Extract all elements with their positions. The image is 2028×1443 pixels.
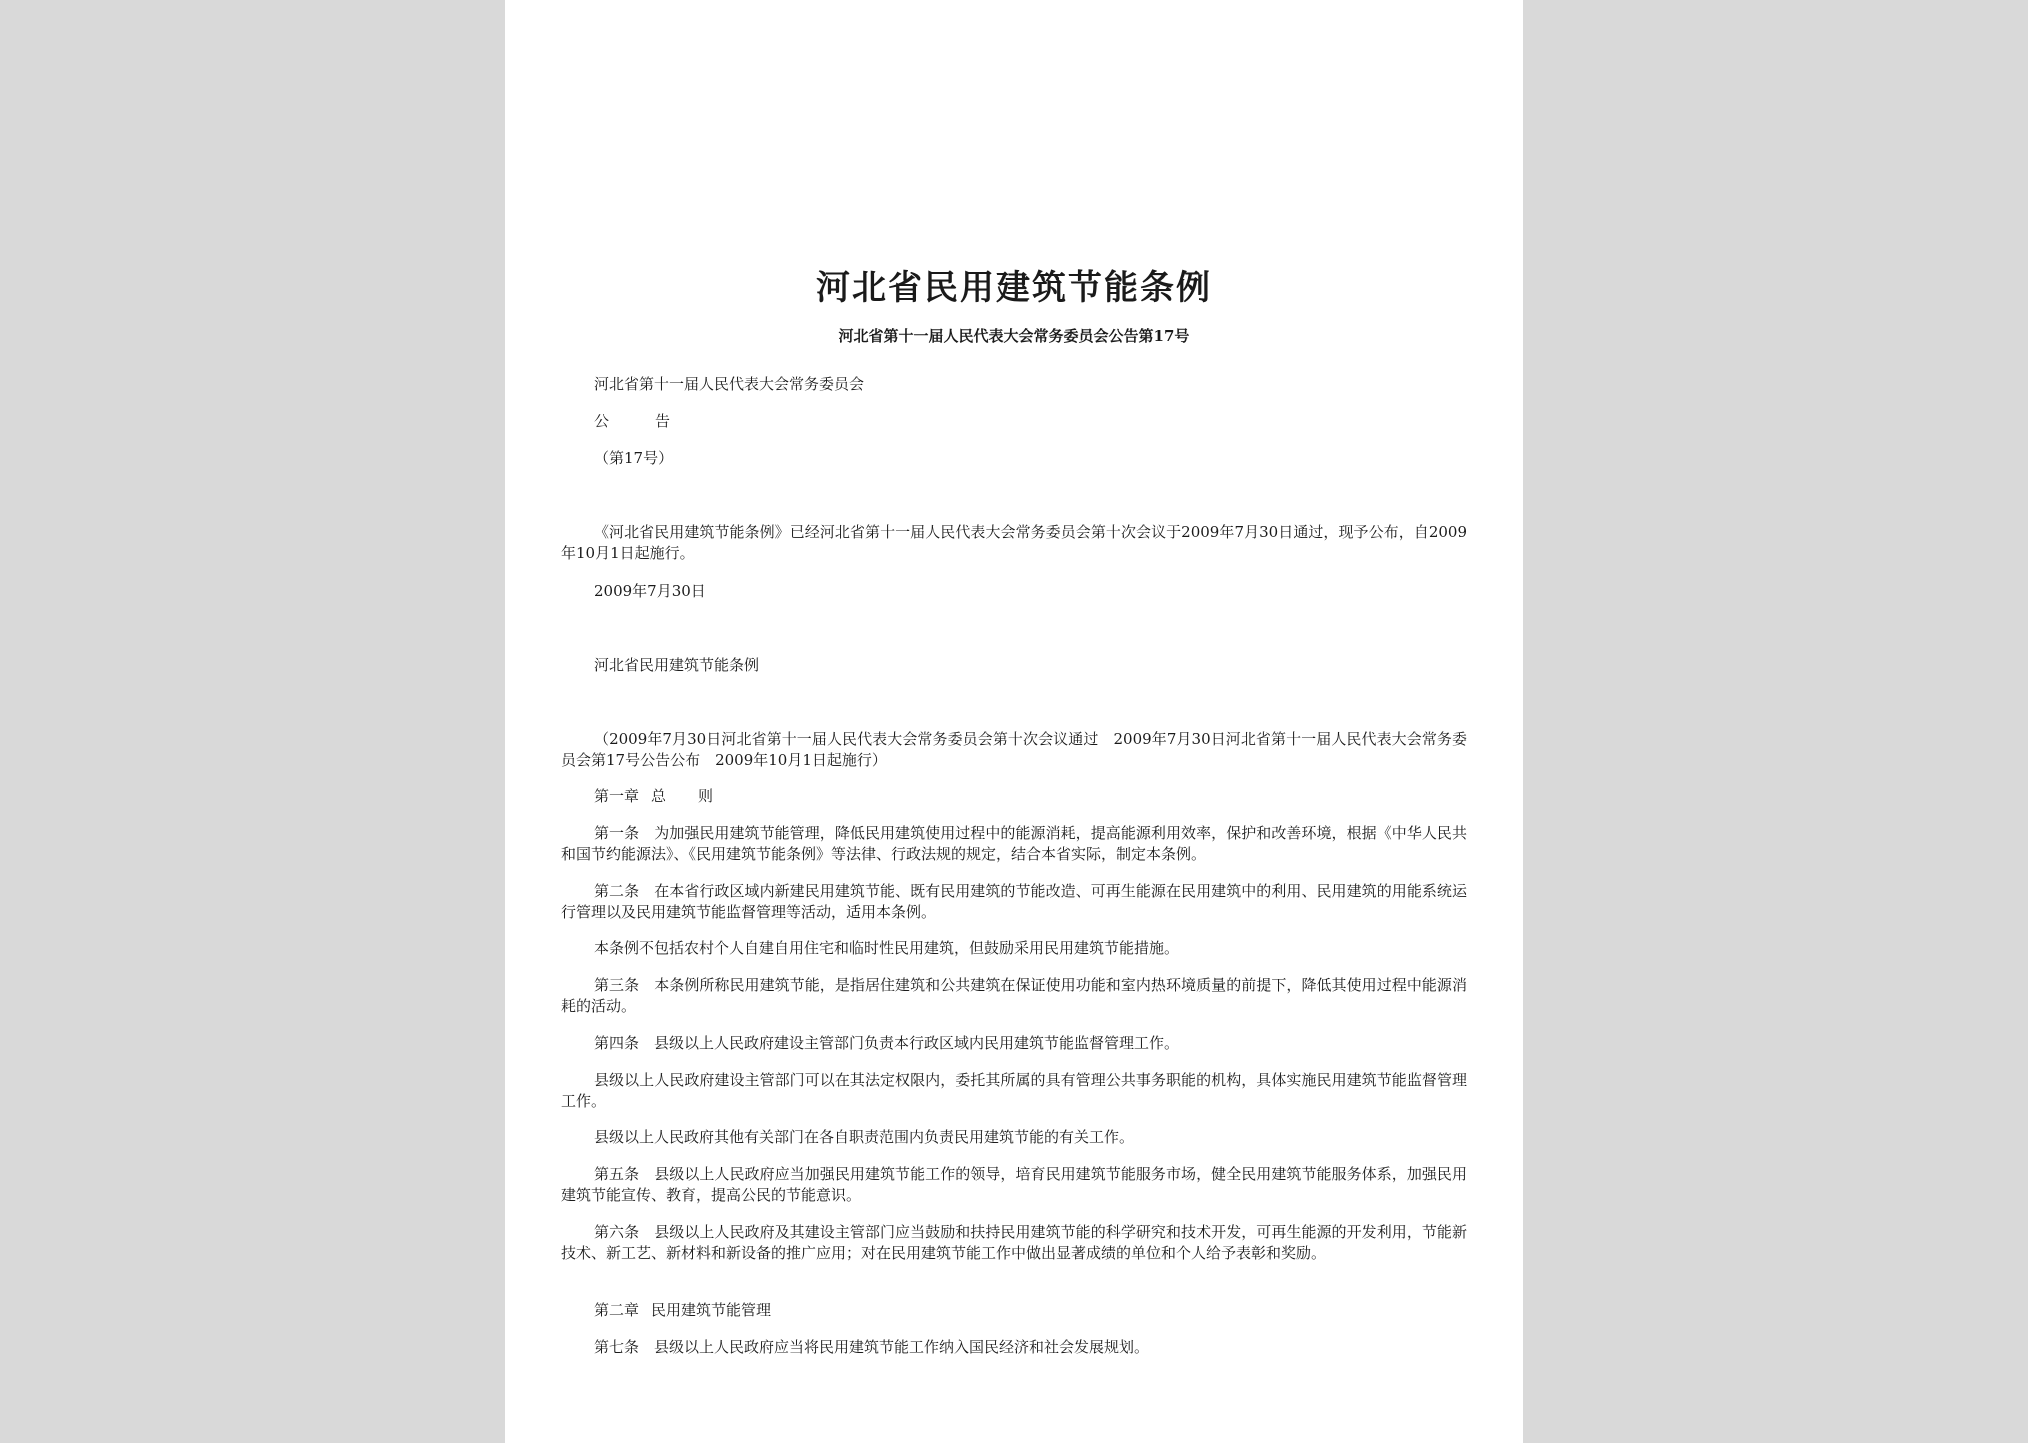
- chapter-1-heading: [594, 786, 713, 806]
- document-subtitle: 河北省第十一届人民代表大会常务委员会公告第17号: [838, 327, 1190, 345]
- announcement-date: 2009年7月30日: [594, 582, 706, 600]
- article-6-text: 县级以上人民政府及其建设主管部门应当鼓励和扶持民用建筑节能的科学研究和技术开发，可再生能源的开发利用，节能新技术、新工艺、新材料和新设备的推广应用；对在民用建筑节能工作中做出显著成绩的单位和个人给予表彰和奖励。: [561, 1223, 1467, 1262]
- article-6-label: 第六条: [594, 1223, 640, 1241]
- document-title: 河北省民用建筑节能条例: [816, 268, 1212, 308]
- chapter-1-title-a: 总: [651, 787, 667, 805]
- chapter-2-number: 第二章: [594, 1301, 640, 1319]
- issuer-line: 河北省第十一届人民代表大会常务委员会: [594, 375, 865, 393]
- chapter-2-title: 民用建筑节能管理: [651, 1301, 772, 1319]
- article-4: [561, 1033, 1467, 1054]
- article-2-label: 第二条: [594, 882, 640, 900]
- article-5: [561, 1164, 1467, 1205]
- article-2-text: 在本省行政区域内新建民用建筑节能、既有民用建筑的节能改造、可再生能源在民用建筑中的利用、民用建筑的用能系统运行管理以及民用建筑节能监督管理等活动，适用本条例。: [561, 882, 1467, 921]
- article-1: [561, 823, 1467, 864]
- adoption-note: （2009年7月30日河北省第十一届人民代表大会常务委员会第十次会议通过 2009年7月30日河北省第十一届人民代表大会常务委员会第17号公告公布 2009年10月1日起施行）: [561, 730, 1467, 769]
- article-1-text: 为加强民用建筑节能管理，降低民用建筑使用过程中的能源消耗，提高能源利用效率，保护和改善环境，根据《中华人民共和国节约能源法》、《民用建筑节能条例》等法律、行政法规的规定，结合本省实际，制定本条例。: [561, 824, 1467, 863]
- article-4-paragraph-3: 县级以上人民政府其他有关部门在各自职责范围内负责民用建筑节能的有关工作。: [594, 1128, 1135, 1146]
- article-7-text: 县级以上人民政府应当将民用建筑节能工作纳入国民经济和社会发展规划。: [654, 1338, 1150, 1356]
- article-3-text: 本条例所称民用建筑节能，是指居住建筑和公共建筑在保证使用功能和室内热环境质量的前提下，降低其使用过程中能源消耗的活动。: [561, 976, 1467, 1015]
- article-7: [561, 1337, 1467, 1358]
- article-7-label: 第七条: [594, 1338, 640, 1356]
- article-3: [561, 975, 1467, 1016]
- article-5-text: 县级以上人民政府应当加强民用建筑节能工作的领导，培育民用建筑节能服务市场，健全民用建筑节能服务体系，加强民用建筑节能宣传、教育，提高公民的节能意识。: [561, 1165, 1467, 1204]
- notice-label-2: 告: [655, 412, 671, 430]
- article-4-paragraph-2: 县级以上人民政府建设主管部门可以在其法定权限内，委托其所属的具有管理公共事务职能的机构，具体实施民用建筑节能监督管理工作。: [561, 1071, 1467, 1110]
- article-4-label: 第四条: [594, 1034, 640, 1052]
- chapter-1-number: 第一章: [594, 787, 640, 805]
- document-page: [505, 0, 1523, 1443]
- notice-label-1: 公: [594, 412, 610, 430]
- article-2: [561, 881, 1467, 922]
- chapter-2-heading: [594, 1300, 771, 1320]
- article-2-paragraph-2: 本条例不包括农村个人自建自用住宅和临时性民用建筑，但鼓励采用民用建筑节能措施。: [594, 939, 1180, 957]
- article-4-text: 县级以上人民政府建设主管部门负责本行政区域内民用建筑节能监督管理工作。: [654, 1034, 1180, 1052]
- announcement-paragraph: 《河北省民用建筑节能条例》已经河北省第十一届人民代表大会常务委员会第十次会议于2009年7月30日通过，现予公布，自2009年10月1日起施行。: [561, 523, 1467, 562]
- notice-heading: [594, 411, 670, 431]
- notice-number: （第17号）: [594, 449, 674, 467]
- article-3-label: 第三条: [594, 976, 640, 994]
- chapter-1-title-b: 则: [698, 787, 714, 805]
- article-6: [561, 1222, 1467, 1263]
- regulation-title: 河北省民用建筑节能条例: [594, 656, 760, 674]
- article-1-label: 第一条: [594, 824, 640, 842]
- article-5-label: 第五条: [594, 1165, 640, 1183]
